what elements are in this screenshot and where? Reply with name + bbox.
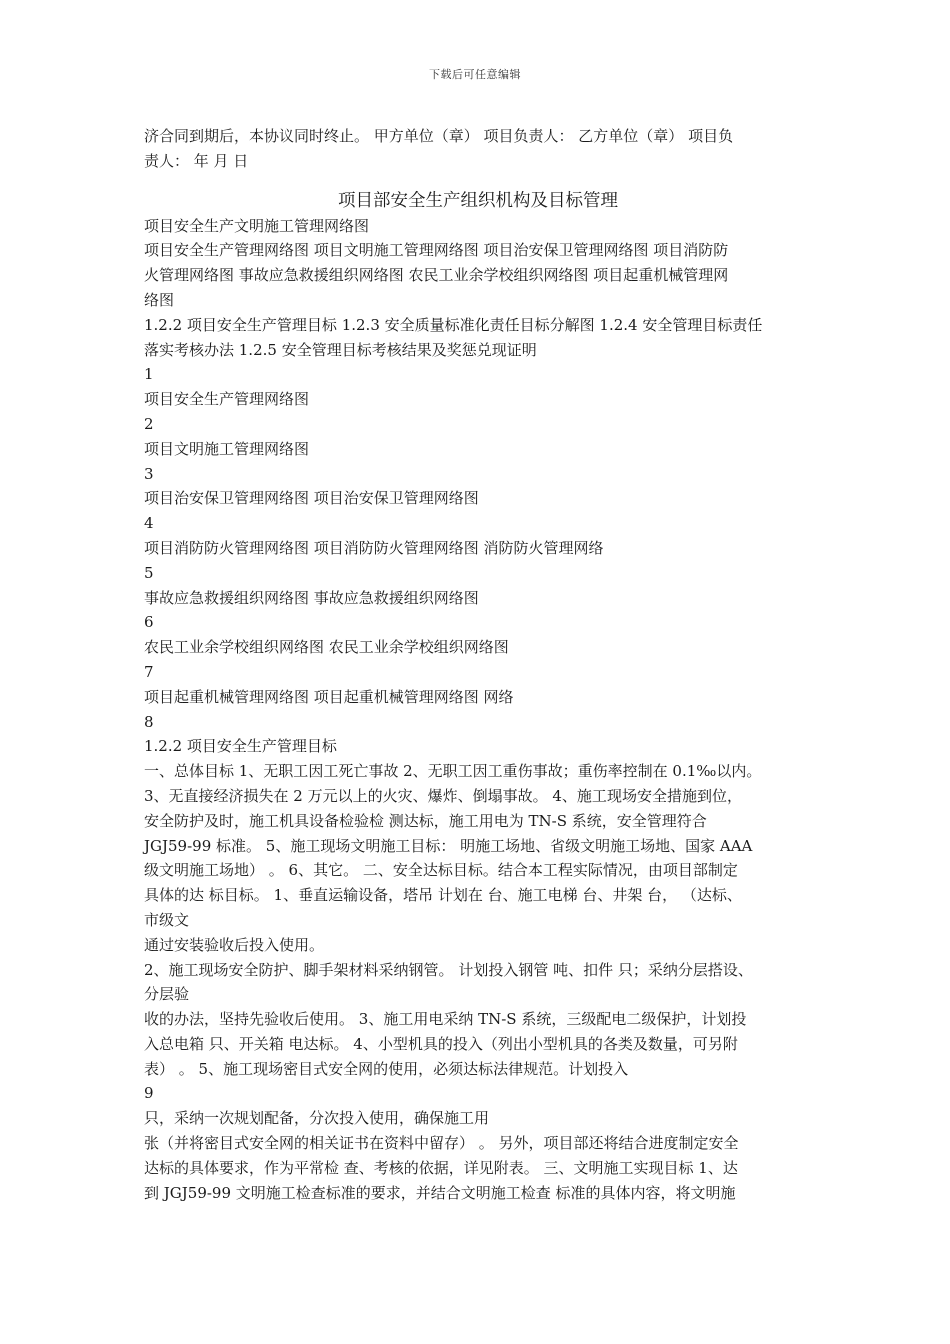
paragraph-line: 责人： 年 月 日: [144, 151, 249, 170]
body-line: 级文明施工场地） 。 6、其它。 二、安全达标目标。结合本工程实际情况，由项目部制定: [144, 861, 738, 880]
body-line: 3、无直接经济损失在 2 万元以上的火灾、爆炸、倒塌事故。 4、施工现场安全措施到位，: [144, 786, 742, 805]
body-line: 事故应急救援组织网络图 事故应急救援组织网络图: [144, 588, 479, 607]
document-body: [144, 124, 812, 1205]
body-line: 项目消防防火管理网络图 项目消防防火管理网络图 消防防火管理网络: [144, 538, 604, 557]
body-line: 1.2.2 项目安全生产管理目标: [144, 737, 337, 756]
body-line: 农民工业余学校组织网络图 农民工业余学校组织网络图: [144, 638, 509, 657]
body-line: 项目安全生产管理网络图: [144, 390, 310, 409]
body-line: 落实考核办法 1.2.5 安全管理目标考核结果及奖惩兑现证明: [144, 340, 537, 359]
body-line: 项目治安保卫管理网络图 项目治安保卫管理网络图: [144, 489, 479, 508]
body-line: 表） 。 5、施工现场密目式安全网的使用，必须达标法律规范。计划投入: [144, 1059, 629, 1078]
body-line: 络图: [144, 290, 175, 309]
body-line: 8: [144, 712, 154, 731]
body-line: 项目安全生产文明施工管理网络图: [144, 216, 370, 235]
body-line: 收的办法，坚持先验收后使用。 3、施工用电采纳 TN-S 系统，三级配电二级保护，计划投: [144, 1010, 747, 1029]
paragraph-line: 济合同到期后，本协议同时终止。 甲方单位（章） 项目负责人： 乙方单位（章） 项目负: [144, 127, 734, 145]
body-line: 3: [144, 464, 154, 483]
body-line: 一、总体目标 1、无职工因工死亡事故 2、无职工因工重伤事故；重伤率控制在 0.1‰以内。: [144, 762, 762, 781]
body-line: 项目文明施工管理网络图: [144, 439, 310, 458]
body-line: 7: [144, 662, 154, 681]
body-line: 到 JGJ59-99 文明施工检查标准的要求，并结合文明施工检查 标准的具体内容，将文明施: [144, 1183, 736, 1202]
body-line: 具体的达 标目标。 1、垂直运输设备，塔吊 计划在 台、施工电梯 台、井架 台， （达标、: [144, 886, 742, 905]
body-line: 项目安全生产管理网络图 项目文明施工管理网络图 项目治安保卫管理网络图 项目消防防: [144, 241, 729, 260]
body-line: 只，采纳一次规划配备，分次投入使用，确保施工用: [144, 1109, 490, 1128]
section-title: 项目部安全生产组织机构及目标管理: [338, 190, 618, 211]
body-line: 2、施工现场安全防护、脚手架材料采纳钢管。 计划投入钢管 吨、扣件 只；采纳分层搭设、: [144, 960, 753, 979]
body-line: 分层验: [144, 985, 190, 1004]
body-line: 火管理网络图 事故应急救援组织网络图 农民工业余学校组织网络图 项目起重机械管理网: [144, 266, 729, 285]
body-line: JGJ59-99 标准。 5、施工现场文明施工目标： 明施工场地、省级文明施工场地、国家 AAA: [144, 836, 753, 855]
body-line: 市级文: [144, 910, 190, 929]
body-line: 项目起重机械管理网络图 项目起重机械管理网络图 网络: [144, 687, 514, 706]
body-line: 1: [144, 365, 154, 384]
body-line: 达标的具体要求，作为平常检 查、考核的依据，详见附表。 三、文明施工实现目标 1、达: [144, 1158, 738, 1177]
header-note: 下载后可任意编辑: [429, 68, 521, 81]
body-line: 张（并将密目式安全网的相关证书在资料中留存） 。 另外，项目部还将结合进度制定安全: [144, 1134, 739, 1153]
body-line: 6: [144, 613, 154, 632]
body-line: 5: [144, 563, 154, 582]
body-line: 4: [144, 514, 154, 533]
body-line: 1.2.2 项目安全生产管理目标 1.2.3 安全质量标准化责任目标分解图 1.2.4 安全管理目标责任: [144, 315, 763, 334]
body-line: 安全防护及时，施工机具设备检验检 测达标，施工用电为 TN-S 系统，安全管理符合: [144, 811, 707, 830]
body-line: 2: [144, 414, 154, 433]
body-line: 入总电箱 只、开关箱 电达标。 4、小型机具的投入（列出小型机具的各类及数量，可另附: [144, 1034, 738, 1053]
body-line: 9: [144, 1084, 154, 1103]
body-line: 通过安装验收后投入使用。: [144, 935, 325, 954]
